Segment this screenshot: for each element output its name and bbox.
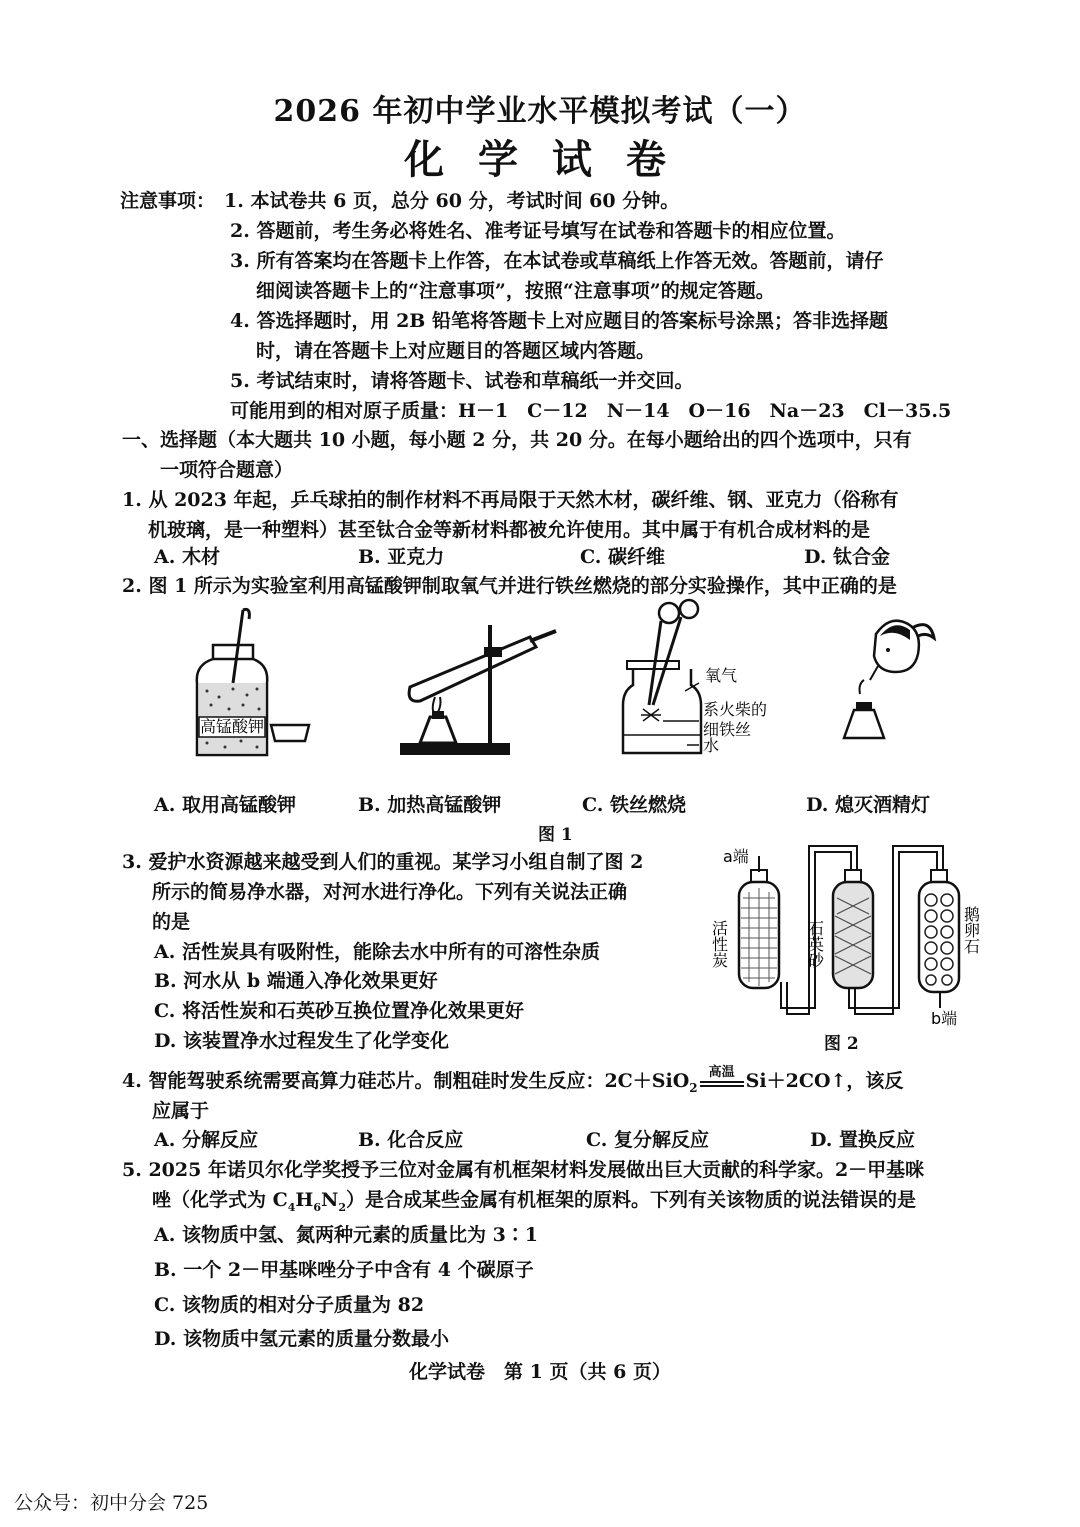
figure-b-heat-permanganate	[380, 615, 560, 765]
q5-part-2: ）是合成某些金属有机框架的原料。下列有关该物质的说法错误的是	[346, 1189, 917, 1211]
q3-option-a: A. 活性炭具有吸附性，能除去水中所有的可溶性杂质	[154, 941, 600, 963]
q3-stem-cont-2: 的是	[152, 911, 191, 933]
notice-item-4: 4. 答选择题时，用 2B 铅笔将答题卡上对应题目的答案标号涂黑；答非选择题	[230, 310, 888, 332]
section-heading: 一、选择题（本大题共 10 小题，每小题 2 分，共 20 分。在每小题给出的四个选项中，只有	[122, 429, 912, 451]
label-wire-2: 细铁丝	[703, 720, 752, 739]
label-sand: 石英砂	[805, 920, 825, 968]
q5-sub-c: 4	[287, 1200, 296, 1214]
label-a-end: a端	[723, 847, 749, 866]
q1-stem: 1. 从 2023 年起，乒乓球拍的制作材料不再局限于天然木材，碳纤维、钢、亚克力（俗称有	[122, 489, 899, 511]
exam-subtitle: 化 学 试 卷	[404, 136, 676, 183]
q4-option-d: D. 置换反应	[810, 1129, 916, 1151]
reaction-condition	[700, 1065, 744, 1087]
notice-label: 注意事项：	[120, 190, 216, 212]
figure-1-caption: 图 1	[538, 825, 573, 845]
q1-option-a: A. 木材	[154, 546, 220, 568]
exam-title: 2026 年初中学业水平模拟考试（一）	[273, 94, 807, 129]
notice-item-4-cont: 时，请在答题卡上对应题目的答题区域内答题。	[256, 340, 656, 362]
q5-sub-h: 6	[313, 1200, 322, 1214]
q2-stem: 2. 图 1 所示为实验室利用高锰酸钾制取氧气并进行铁丝燃烧的部分实验操作，其中正确的是	[122, 575, 897, 597]
q5-h: H	[295, 1189, 314, 1211]
figure-a-take-permanganate	[185, 605, 315, 775]
section-heading-cont: 一项符合题意）	[160, 459, 294, 481]
atomic-mass-line: 可能用到的相对原子质量：H－1 C－12 N－14 O－16 Na－23 Cl－35.5	[230, 400, 952, 422]
q4-stem-cont: 应属于	[152, 1100, 210, 1122]
q3-option-b: B. 河水从 b 端通入净化效果更好	[154, 970, 438, 992]
q4-option-b: B. 化合反应	[358, 1129, 464, 1151]
figure-2-caption: 图 2	[824, 1034, 859, 1054]
notice-item-5: 5. 考试结束时，请将答题卡、试卷和草稿纸一并交回。	[230, 370, 694, 392]
q5-option-a: A. 该物质中氢、氮两种元素的质量比为 3∶1	[154, 1224, 539, 1246]
q1-option-d: D. 钛合金	[804, 546, 891, 568]
label-permanganate: 高锰酸钾	[199, 717, 265, 736]
q3-stem-cont-1: 所示的简易净水器，对河水进行净化。下列有关说法正确	[152, 881, 628, 903]
watermark-text: 公众号：初中分会 725	[14, 1492, 209, 1514]
q5-stem: 5. 2025 年诺贝尔化学奖授予三位对金属有机框架材料发展做出巨大贡献的科学家。2－甲基咪	[122, 1159, 925, 1181]
q4-sub-2: 2	[689, 1080, 698, 1095]
figure-2-water-purifier	[709, 842, 990, 1052]
q2-option-b: B. 加热高锰酸钾	[358, 794, 502, 816]
q2-option-d: D. 熄灭酒精灯	[806, 794, 931, 816]
figure-d-extinguish-lamp	[830, 610, 950, 760]
q2-option-c: C. 铁丝燃烧	[582, 794, 687, 816]
q3-option-d: D. 该装置净水过程发生了化学变化	[154, 1030, 450, 1052]
q4-option-a: A. 分解反应	[154, 1129, 258, 1151]
q3-option-c: C. 将活性炭和石英砂互换位置净化效果更好	[154, 1000, 525, 1022]
q2-option-a: A. 取用高锰酸钾	[154, 794, 296, 816]
q5-stem-cont	[152, 1185, 916, 1214]
q5-n: N	[321, 1189, 339, 1211]
q3-stem: 3. 爱护水资源越来越受到人们的重视。某学习小组自制了图 2	[122, 851, 644, 873]
label-water: 水	[703, 736, 720, 755]
q5-option-d: D. 该物质中氢元素的质量分数最小	[154, 1328, 450, 1350]
condition-label: 高温	[708, 1065, 735, 1080]
notice-item-3-cont: 细阅读答题卡上的“注意事项”，按照“注意事项”的规定答题。	[256, 280, 775, 302]
q5-part-1: 唑（化学式为 C	[152, 1189, 288, 1211]
q5-option-c: C. 该物质的相对分子质量为 82	[154, 1294, 425, 1316]
notice-item-3: 3. 所有答案均在答题卡上作答，在本试卷或草稿纸上作答无效。答题前，请仔	[230, 250, 884, 272]
q5-sub-n: 2	[338, 1200, 347, 1214]
q1-option-c: C. 碳纤维	[580, 546, 666, 568]
figure-c-iron-wire-burning	[615, 595, 785, 775]
q4-option-c: C. 复分解反应	[586, 1129, 710, 1151]
notice-item-1: 1. 本试卷共 6 页，总分 60 分，考试时间 60 分钟。	[224, 190, 680, 212]
label-wire-1: 系火柴的	[703, 700, 768, 719]
q5-option-b: B. 一个 2－甲基咪唑分子中含有 4 个碳原子	[154, 1259, 534, 1281]
page-footer: 化学试卷 第 1 页（共 6 页）	[409, 1361, 671, 1383]
label-pebble: 鹅卵石	[961, 906, 981, 954]
q4-stem	[122, 1066, 903, 1095]
label-carbon: 活性炭	[709, 920, 729, 968]
q4-stem-part-1: 4. 智能驾驶系统需要高算力硅芯片。制粗硅时发生反应：2C＋SiO	[122, 1070, 690, 1092]
q1-option-b: B. 亚克力	[358, 546, 445, 568]
notice-item-2: 2. 答题前，考生务必将姓名、准考证号填写在试卷和答题卡的相应位置。	[230, 220, 846, 242]
q4-stem-part-2: Si＋2CO↑，该反	[745, 1070, 904, 1092]
label-oxygen: 氧气	[705, 666, 738, 685]
label-b-end: b端	[931, 1009, 958, 1028]
q1-stem-cont: 机玻璃，是一种塑料）甚至钛合金等新材料都被允许使用。其中属于有机合成材料的是	[148, 519, 871, 541]
